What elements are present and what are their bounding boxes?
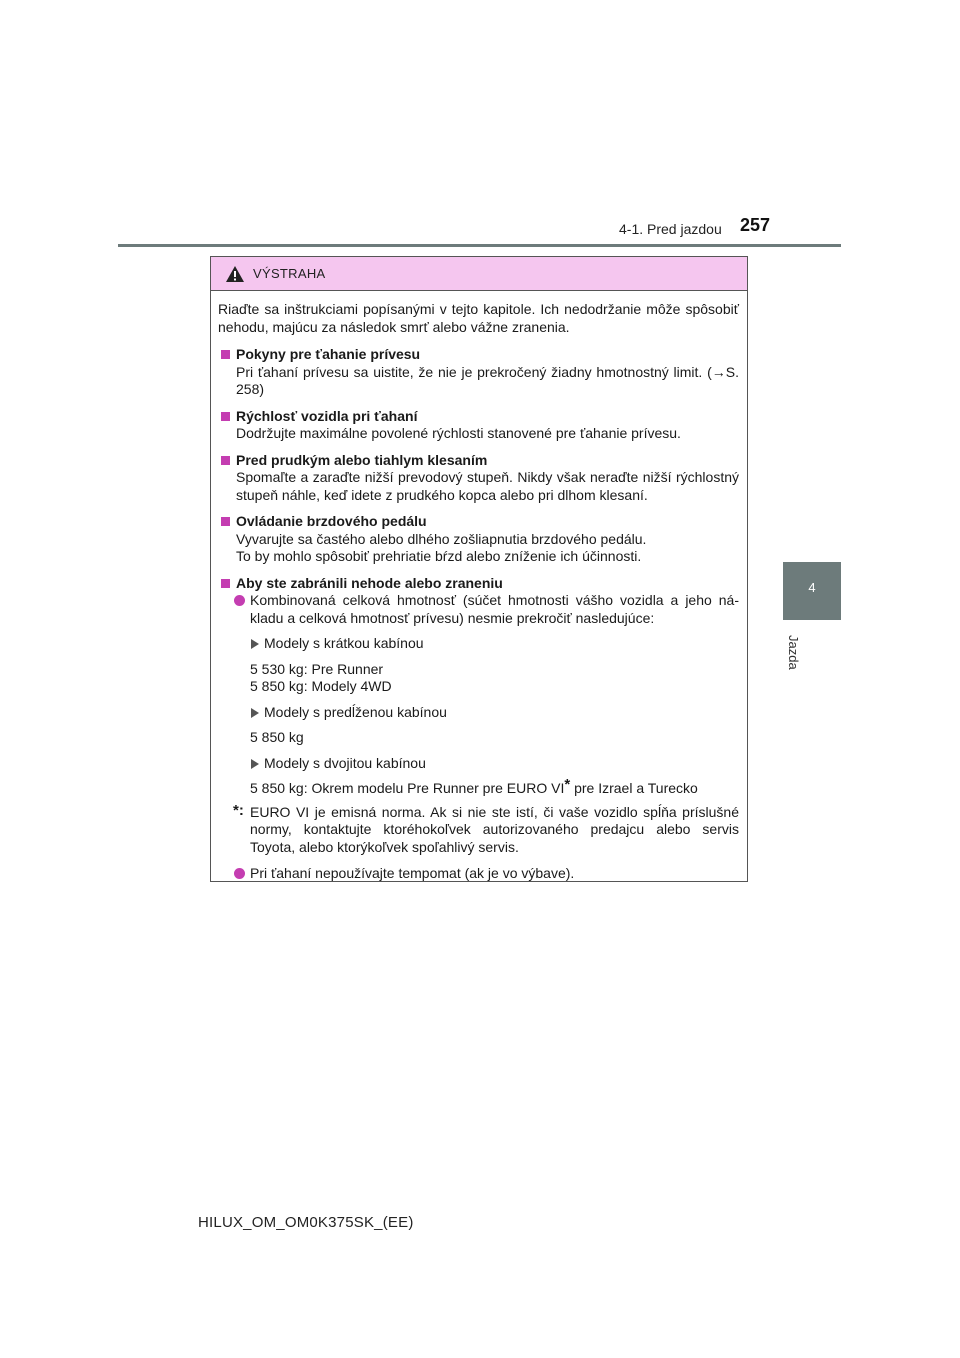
page-number: 257 xyxy=(740,215,771,235)
weight-value: 5 850 kg xyxy=(250,729,304,745)
chapter-number: 4 xyxy=(808,580,816,595)
section-text: To by mohlo spôsobiť prehriatie bŕzd alebo zníženie ich účinnosti. xyxy=(236,548,642,564)
section-heading: Pokyny pre ťahanie prívesu xyxy=(218,346,739,364)
square-bullet-icon xyxy=(221,517,230,526)
asterisk-mark: * xyxy=(564,776,571,793)
document-code: HILUX_OM_OM0K375SK_(EE) xyxy=(198,1214,414,1231)
model-label: Modely s dvojitou kabínou xyxy=(218,755,739,773)
list-item: Pri ťahaní nepoužívajte tempomat (ak je vo výbave). xyxy=(218,865,739,883)
chapter-tab[interactable] xyxy=(783,562,841,620)
weight-value: 5 850 kg: Okrem modelu Pre Runner pre EURO VI* pre Izrael a Turecko xyxy=(250,776,698,796)
triangle-bullet-icon xyxy=(251,708,259,718)
warning-body xyxy=(211,291,747,883)
section-title: 4-1. Pred jazdou xyxy=(619,221,722,237)
triangle-bullet-icon xyxy=(251,759,259,769)
model-label: Modely s predĺženou kabínou xyxy=(218,704,739,722)
square-bullet-icon xyxy=(221,456,230,465)
weight-value: 5 530 kg: Pre Runner xyxy=(250,660,384,677)
footnote-mark: *: xyxy=(233,801,244,819)
section-heading: Ovládanie brzdového pedálu xyxy=(218,513,739,531)
square-bullet-icon xyxy=(221,350,230,359)
section-towing-speed xyxy=(218,408,739,443)
section-text: Pri ťahaní prívesu sa uistite, že nie je prekročený žiadny hmotnostný limit. (→S. 258) xyxy=(236,363,739,397)
section-heading: Pred prudkým alebo tiahlym klesaním xyxy=(218,452,739,470)
list-item: Kombinovaná celková hmotnosť (súčet hmotnosti vášho vozidla a jeho nákladu a celková hmotnosť prívesu) nesmie prekročiť nasledujúce: xyxy=(218,592,739,627)
warning-title: VÝSTRAHA xyxy=(253,266,326,281)
square-bullet-icon xyxy=(221,579,230,588)
section-text: Spomaľte a zaraďte nižší prevodový stupeň. Nikdy však neraďte nižší rýchlostný stupeň náhle, keď idete z prudkého kopca alebo pri dlhom klesaní. xyxy=(236,469,739,503)
section-brake-pedal xyxy=(218,513,739,566)
section-trailer-instructions xyxy=(218,346,739,399)
section-heading: Aby ste zabránili nehode alebo zraneniu xyxy=(218,575,739,593)
warning-header xyxy=(211,257,747,291)
footnote: *: EURO VI je emisná norma. Ak si nie ste istí, či vaše vozidlo spĺňa príslušné normy, kontaktujte ktoréhokoľvek autorizovaného predajcu alebo servis Toyota, alebo ktorýkoľvek spoľahlivý servis. xyxy=(233,801,739,855)
section-prevent-accident xyxy=(218,575,739,883)
warning-triangle-icon xyxy=(225,265,245,283)
round-bullet-icon xyxy=(234,868,245,879)
weight-value: 5 850 kg: Modely 4WD xyxy=(250,678,392,694)
section-heading: Rýchlosť vozidla pri ťahaní xyxy=(218,408,739,426)
chapter-label: Jazda xyxy=(786,634,801,670)
section-descent xyxy=(218,452,739,505)
warning-intro: Riaďte sa inštrukciami popísanými v tejto kapitole. Ich nedodržanie môže spôsobiť nehodu, majúcu za následok smrť alebo vážne zranenia. xyxy=(218,301,739,335)
model-label: Modely s krátkou kabínou xyxy=(218,635,739,653)
square-bullet-icon xyxy=(221,412,230,421)
round-bullet-icon xyxy=(234,595,245,606)
triangle-bullet-icon xyxy=(251,639,259,649)
section-text: Dodržujte maximálne povolené rýchlosti stanovené pre ťahanie prívesu. xyxy=(236,425,681,441)
warning-box xyxy=(210,256,748,882)
section-text: Vyvarujte sa častého alebo dlhého zošliapnutia brzdového pedálu. xyxy=(236,530,647,547)
header-rule xyxy=(118,244,841,247)
